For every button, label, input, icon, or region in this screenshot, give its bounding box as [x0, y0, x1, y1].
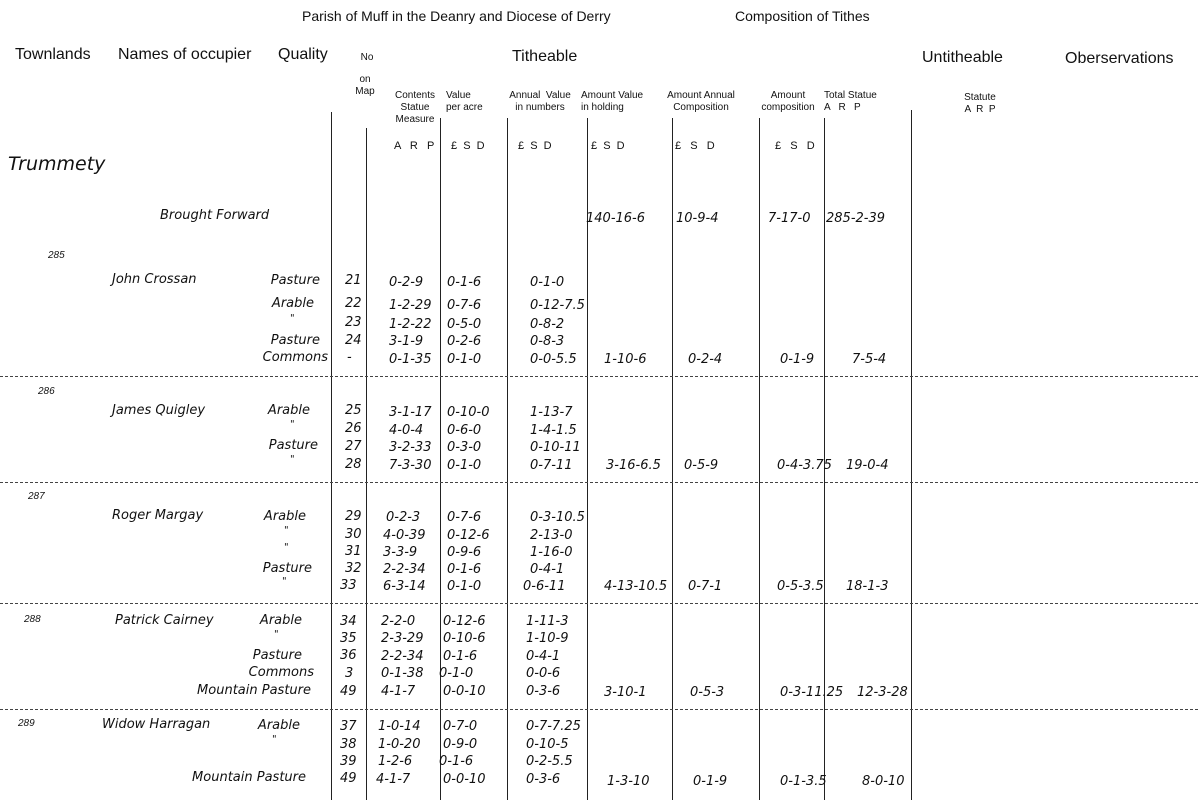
group-divider — [0, 709, 1198, 710]
value-cell: 0-9-6 — [447, 545, 482, 560]
map-no-cell: 49 — [340, 684, 357, 699]
annual-cell: 1-16-0 — [530, 545, 573, 560]
value-cell: 0-0-10 — [443, 684, 486, 699]
quality-cell: Pasture — [270, 273, 320, 288]
amount-value-total: 1-10-6 — [604, 352, 647, 367]
brought-forward-amount-comp: 7-17-0 — [768, 211, 811, 226]
annual-cell: 1-4-1.5 — [530, 423, 577, 438]
amount-comp-total: 0-1-9 — [780, 352, 815, 367]
map-no-cell: 23 — [345, 315, 362, 330]
annual-cell: 0-4-1 — [530, 562, 565, 577]
map-no-cell: 3 — [345, 666, 354, 681]
subheader-contents: Contents Statue Measure — [394, 90, 436, 125]
map-no-cell: - — [347, 350, 352, 365]
total-statue: 7-5-4 — [852, 352, 887, 367]
quality-cell: " — [272, 734, 277, 745]
contents-cell: 6-3-14 — [383, 579, 426, 594]
unit-arp: A R P — [394, 140, 435, 152]
group-divider — [0, 376, 1198, 377]
value-cell: 0-1-0 — [447, 579, 482, 594]
quality-cell: " — [274, 629, 279, 640]
quality-cell: " — [282, 576, 287, 587]
contents-cell: 0-2-9 — [389, 275, 424, 290]
header-no: No — [360, 52, 374, 63]
contents-cell: 3-3-9 — [383, 545, 418, 560]
annual-cell: 0-12-7.5 — [530, 298, 585, 313]
contents-cell: 3-1-9 — [389, 334, 424, 349]
unit-lsd-amount-value: £ S D — [591, 140, 625, 152]
map-no-cell: 35 — [340, 631, 357, 646]
amount-comp-total: 0-1-3.5 — [780, 774, 827, 789]
annual-cell: 0-7-11 — [530, 458, 573, 473]
quality-cell: Pasture — [252, 648, 302, 663]
amount-annual-total: 0-2-4 — [688, 352, 723, 367]
header-townlands: Townlands — [15, 46, 91, 63]
value-cell: 0-1-0 — [439, 666, 474, 681]
amount-value-total: 3-10-1 — [604, 685, 647, 700]
amount-value-total: 4-13-10.5 — [604, 579, 668, 594]
amount-annual-total: 0-5-9 — [684, 458, 719, 473]
subheader-untitheable-statute: Statute A R P — [964, 92, 996, 115]
total-statue: 19-0-4 — [846, 458, 889, 473]
annual-cell: 0-8-2 — [530, 317, 565, 332]
rule-map-left — [331, 112, 332, 800]
annual-cell: 0-3-6 — [526, 684, 561, 699]
annual-cell: 0-3-6 — [526, 772, 561, 787]
contents-cell: 4-1-7 — [381, 684, 416, 699]
map-no-cell: 37 — [340, 719, 357, 734]
value-cell: 0-1-6 — [439, 754, 474, 769]
total-statue: 8-0-10 — [862, 774, 905, 789]
rule-total — [911, 110, 912, 800]
occupier-name: Widow Harragan — [102, 717, 211, 732]
rule-amount-value — [672, 118, 673, 800]
group-divider — [0, 603, 1198, 604]
contents-cell: 2-3-29 — [381, 631, 424, 646]
value-cell: 0-6-0 — [447, 423, 482, 438]
contents-cell: 1-2-6 — [378, 754, 413, 769]
annual-cell: 0-1-0 — [530, 275, 565, 290]
quality-cell: Pasture — [268, 438, 318, 453]
map-no-cell: 22 — [345, 296, 362, 311]
brought-forward-label: Brought Forward — [160, 208, 270, 223]
annual-cell: 0-10-5 — [526, 737, 569, 752]
contents-cell: 3-1-17 — [389, 405, 432, 420]
subheader-amount-annual: Amount Annual Composition — [667, 90, 735, 113]
annual-cell: 0-10-11 — [530, 440, 581, 455]
value-cell: 0-7-6 — [447, 510, 482, 525]
annual-cell: 2-13-0 — [530, 528, 573, 543]
annual-cell: 0-2-5.5 — [526, 754, 573, 769]
map-no-cell: 34 — [340, 614, 357, 629]
contents-cell: 0-1-35 — [389, 352, 432, 367]
value-cell: 0-1-0 — [447, 458, 482, 473]
map-no-cell: 30 — [345, 527, 362, 542]
amount-comp-total: 0-3-11.25 — [780, 685, 844, 700]
total-statue: 18-1-3 — [846, 579, 889, 594]
map-no-cell: 24 — [345, 333, 362, 348]
quality-cell: Pasture — [262, 561, 312, 576]
occupier-name: Roger Margay — [112, 508, 204, 523]
amount-value-total: 1-3-10 — [607, 774, 650, 789]
value-cell: 0-1-0 — [447, 352, 482, 367]
header-untitheable: Untitheable — [922, 49, 1003, 66]
contents-cell: 4-1-7 — [376, 772, 411, 787]
quality-cell: Arable — [267, 403, 310, 418]
quality-cell: " — [290, 454, 295, 465]
map-no-cell: 29 — [345, 509, 362, 524]
total-statue: 12-3-28 — [857, 685, 908, 700]
contents-cell: 1-0-20 — [378, 737, 421, 752]
amount-value-total: 3-16-6.5 — [606, 458, 661, 473]
subheader-total-statue: Total Statue A R P — [824, 90, 877, 113]
map-no-cell: 32 — [345, 561, 362, 576]
quality-cell: " — [284, 525, 289, 536]
quality-cell: Arable — [263, 509, 306, 524]
header-occupier: Names of occupier — [118, 46, 252, 63]
value-cell: 0-7-6 — [447, 298, 482, 313]
value-cell: 0-1-6 — [443, 649, 478, 664]
value-cell: 0-0-10 — [443, 772, 486, 787]
page-number: 288 — [24, 614, 41, 625]
contents-cell: 2-2-34 — [381, 649, 424, 664]
value-cell: 0-10-0 — [447, 405, 490, 420]
page-number: 286 — [38, 386, 55, 397]
contents-cell: 3-2-33 — [389, 440, 432, 455]
value-cell: 0-7-0 — [443, 719, 478, 734]
quality-cell: Commons — [248, 665, 314, 680]
map-no-cell: 39 — [340, 754, 357, 769]
annual-cell: 0-4-1 — [526, 649, 561, 664]
amount-annual-total: 0-5-3 — [690, 685, 725, 700]
contents-cell: 2-2-34 — [383, 562, 426, 577]
rule-contents — [440, 118, 441, 800]
unit-lsd-value: £ S D — [451, 140, 485, 152]
unit-lsd-annual: £ S D — [518, 140, 552, 152]
rule-map-right — [366, 128, 367, 800]
contents-cell: 1-2-22 — [389, 317, 432, 332]
group-divider — [0, 482, 1198, 483]
page-number: 285 — [48, 250, 65, 261]
contents-cell: 2-2-0 — [381, 614, 416, 629]
value-cell: 0-5-0 — [447, 317, 482, 332]
map-no-cell: 27 — [345, 439, 362, 454]
annual-cell: 0-7-7.25 — [526, 719, 581, 734]
annual-cell: 1-13-7 — [530, 405, 573, 420]
map-no-cell: 21 — [345, 273, 362, 288]
subheader-amount-composition: Amount composition — [761, 90, 815, 113]
brought-forward-amount-value: 140-16-6 — [586, 211, 646, 226]
page-number: 289 — [18, 718, 35, 729]
quality-cell: " — [290, 313, 295, 324]
value-cell: 0-12-6 — [443, 614, 486, 629]
composition-title: Composition of Tithes — [735, 8, 870, 24]
annual-cell: 1-10-9 — [526, 631, 569, 646]
parish-title: Parish of Muff in the Deanry and Diocese of Derry — [302, 8, 611, 24]
occupier-name: Patrick Cairney — [115, 613, 214, 628]
map-no-cell: 25 — [345, 403, 362, 418]
value-cell: 0-1-6 — [447, 562, 482, 577]
amount-comp-total: 0-5-3.5 — [777, 579, 824, 594]
quality-cell: Commons — [262, 350, 328, 365]
contents-cell: 0-1-38 — [381, 666, 424, 681]
occupier-name: John Crossan — [112, 272, 197, 287]
brought-forward-total: 285-2-39 — [826, 211, 886, 226]
contents-cell: 0-2-3 — [386, 510, 421, 525]
rule-amount-annual — [759, 118, 760, 800]
unit-lsd-amount-annual: £ S D — [675, 140, 715, 152]
map-no-cell: 49 — [340, 771, 357, 786]
subheader-amount-value: Amount Value in holding — [581, 90, 644, 113]
subheader-annual: Annual Value in numbers — [509, 90, 571, 113]
unit-lsd-amount-composition: £ S D — [775, 140, 815, 152]
quality-cell: Arable — [259, 613, 302, 628]
header-titheable: Titheable — [512, 48, 578, 65]
brought-forward-amount-annual: 10-9-4 — [676, 211, 719, 226]
map-no-cell: 33 — [340, 578, 357, 593]
annual-cell: 0-0-6 — [526, 666, 561, 681]
value-cell: 0-9-0 — [443, 737, 478, 752]
header-on-map: on Map — [355, 74, 375, 97]
quality-cell: Mountain Pasture — [197, 683, 311, 698]
contents-cell: 4-0-4 — [389, 423, 424, 438]
contents-cell: 7-3-30 — [389, 458, 432, 473]
annual-cell: 0-6-11 — [523, 579, 566, 594]
quality-cell: " — [290, 419, 295, 430]
header-observations: Oberservations — [1065, 50, 1174, 67]
map-no-cell: 38 — [340, 737, 357, 752]
townland-name: Trummety — [8, 153, 106, 175]
contents-cell: 1-0-14 — [378, 719, 421, 734]
value-cell: 0-1-6 — [447, 275, 482, 290]
annual-cell: 1-11-3 — [526, 614, 569, 629]
map-no-cell: 36 — [340, 648, 357, 663]
value-cell: 0-3-0 — [447, 440, 482, 455]
map-no-cell: 31 — [345, 544, 362, 559]
contents-cell: 4-0-39 — [383, 528, 426, 543]
rule-value — [507, 118, 508, 800]
quality-cell: Mountain Pasture — [192, 770, 306, 785]
occupier-name: James Quigley — [112, 403, 206, 418]
annual-cell: 0-0-5.5 — [530, 352, 577, 367]
contents-cell: 1-2-29 — [389, 298, 432, 313]
value-cell: 0-2-6 — [447, 334, 482, 349]
quality-cell: Arable — [271, 296, 314, 311]
quality-cell: " — [284, 542, 289, 553]
quality-cell: Pasture — [270, 333, 320, 348]
annual-cell: 0-8-3 — [530, 334, 565, 349]
header-quality: Quality — [278, 46, 328, 63]
quality-cell: Arable — [257, 718, 300, 733]
amount-comp-total: 0-4-3.75 — [777, 458, 832, 473]
annual-cell: 0-3-10.5 — [530, 510, 585, 525]
amount-annual-total: 0-1-9 — [693, 774, 728, 789]
value-cell: 0-10-6 — [443, 631, 486, 646]
map-no-cell: 26 — [345, 421, 362, 436]
map-no-cell: 28 — [345, 457, 362, 472]
amount-annual-total: 0-7-1 — [688, 579, 723, 594]
page-number: 287 — [28, 491, 45, 502]
value-cell: 0-12-6 — [447, 528, 490, 543]
subheader-value: Value per acre — [446, 90, 483, 113]
